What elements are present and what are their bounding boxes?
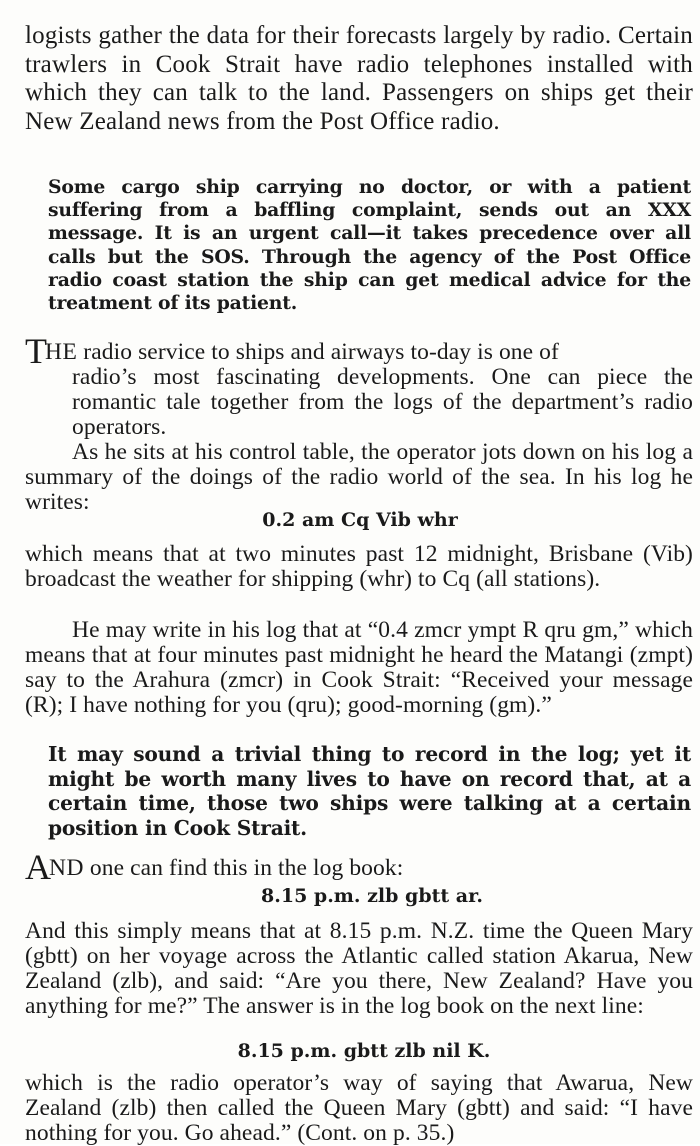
smallcaps-nd: ND xyxy=(49,855,84,881)
paragraph-log-book-text: one can find this in the log book: xyxy=(83,855,404,881)
callout-trivial-thing: It may sound a trivial thing to record in the log; yet it might be worth many lives to have on record that, at a certain time, those two ships were talking at a certain position in Cook Strait. xyxy=(48,742,691,840)
callout-xxx-message: Some cargo ship carrying no doctor, or with a patient suffering from a baffling complaint, sends out an XXX message. It is an urgent call—it takes precedence over all calls but the SOS. Through the agency of the Post Office radio coast station the ship can get medical advice for the treatment of its patient. xyxy=(48,176,691,315)
paragraph-log-book xyxy=(25,847,693,887)
paragraph-radio-service xyxy=(25,331,693,440)
paragraph-awarua: which is the radio operator’s way of saying that Awarua, New Zealand (zlb) then called the Queen Mary (gbtt) and said: “I have nothing for you. Go ahead.” (Cont. on p. 35.) xyxy=(25,1070,693,1146)
log-entry-1: 0.2 am Cq Vib whr xyxy=(262,509,458,531)
paragraph-brisbane: which means that at two minutes past 12 midnight, Brisbane (Vib) broadcast the weather for shipping (whr) to Cq (all stations). xyxy=(25,541,693,592)
opening-paragraph: logists gather the data for their forecasts largely by radio. Certain trawlers in Cook Strait have radio telephones installed with which they can talk to the land. Passengers on ships get their New Zealand news from the Post Office radio. xyxy=(25,22,693,135)
log-entry-3: 8.15 p.m. gbtt zlb nil K. xyxy=(237,1040,491,1062)
paragraph-matangi: He may write in his log that at “0.4 zmcr ympt R qru gm,” which means that at four minutes past midnight he heard the Matangi (zmpt) say to the Arahura (zmcr) in Cook Strait: “Received your message (R); I have nothing for you (qru); good-morning (gm).” xyxy=(25,617,693,718)
smallcaps-he: HE xyxy=(45,339,78,365)
paragraph-queen-mary: And this simply means that at 8.15 p.m. N.Z. time the Queen Mary (gbtt) on her voyage across the Atlantic called station Akarua, New Zealand (zlb), and said: “Are you there, New Zealand? Have you anything for me?” The answer is in the log book on the next line: xyxy=(25,918,693,1019)
paragraph-radio-service-text: radio’s most fascinating developments. One can piece the romantic tale together from the logs of the department’s radio operators. xyxy=(72,364,693,440)
drop-cap-a: A xyxy=(25,847,49,887)
paragraph-control-table: As he sits at his control table, the operator jots down on his log a summary of the doings of the radio world of the sea. In his log he writes: xyxy=(25,439,693,515)
drop-cap-t: T xyxy=(25,331,45,371)
paragraph-radio-service-line1: radio service to ships and airways to-day is one of xyxy=(77,339,559,365)
log-entry-2: 8.15 p.m. zlb gbtt ar. xyxy=(261,885,483,907)
